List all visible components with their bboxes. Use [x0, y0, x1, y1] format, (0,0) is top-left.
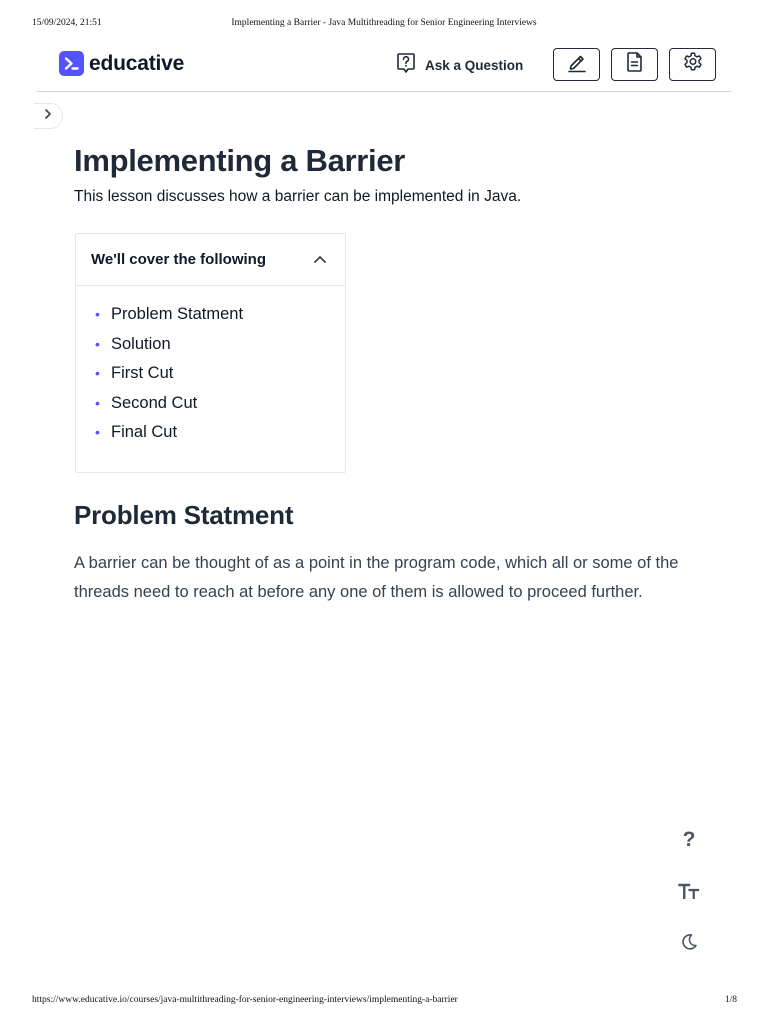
help-icon[interactable]: ? — [682, 828, 696, 851]
section-heading: Problem Statment — [74, 500, 294, 530]
ask-question-label: Ask a Question — [425, 57, 524, 73]
bullet-icon: • — [95, 394, 100, 411]
lesson-title: Implementing a Barrier — [74, 143, 406, 178]
educative-logo-icon — [59, 51, 84, 76]
print-page-number: 1/8 — [724, 995, 737, 1005]
bullet-icon: • — [95, 335, 100, 352]
toc-item[interactable] — [76, 335, 345, 365]
notes-button[interactable] — [611, 48, 658, 81]
toc-item-label: Problem Statment — [111, 305, 244, 323]
chevron-up-icon — [313, 251, 327, 269]
ask-question-button[interactable] — [396, 52, 523, 78]
toc-item[interactable] — [76, 305, 345, 335]
settings-button[interactable] — [669, 48, 716, 81]
toc-item-label: Final Cut — [111, 423, 178, 441]
toc-list — [76, 286, 345, 453]
toc-item[interactable] — [76, 423, 345, 453]
moon-icon[interactable] — [674, 927, 704, 957]
table-of-contents — [75, 233, 346, 473]
edit-button[interactable] — [553, 48, 600, 81]
gear-icon — [682, 51, 704, 78]
print-url: https://www.educative.io/courses/java-multithreading-for-senior-engineering-interviews/implementing-a-barrier — [32, 995, 458, 1005]
toc-toggle[interactable] — [76, 234, 345, 286]
bullet-icon: • — [95, 365, 100, 381]
bullet-icon: • — [95, 424, 100, 440]
print-document-title: Implementing a Barrier - Java Multithreading for Senior Engineering Interviews — [231, 18, 537, 28]
print-datetime: 15/09/2024, 21:51 — [32, 18, 102, 28]
logo-text: educative — [89, 51, 185, 75]
section-paragraph: A barrier can be thought of as a point in the program code, which all or some of the threads need to reach at before any one of them is allowed to proceed further. — [74, 554, 679, 601]
toc-item[interactable] — [76, 394, 345, 424]
toc-item-label: Solution — [111, 334, 171, 353]
pencil-icon — [566, 51, 588, 78]
toc-item-label: Second Cut — [111, 393, 198, 412]
toc-item-label: First Cut — [111, 364, 174, 382]
toc-heading: We'll cover the following — [91, 251, 266, 268]
chevron-right-icon — [43, 107, 53, 125]
question-icon — [396, 52, 416, 79]
bullet-icon: • — [95, 306, 100, 322]
top-navigation-bar — [36, 40, 732, 92]
document-icon — [625, 51, 645, 78]
lesson-subtitle: This lesson discusses how a barrier can be implemented in Java. — [74, 188, 522, 205]
educative-logo[interactable] — [59, 51, 184, 76]
toc-item[interactable] — [76, 364, 345, 394]
font-size-icon[interactable] — [674, 876, 704, 906]
sidebar-expand-button[interactable] — [34, 103, 63, 129]
